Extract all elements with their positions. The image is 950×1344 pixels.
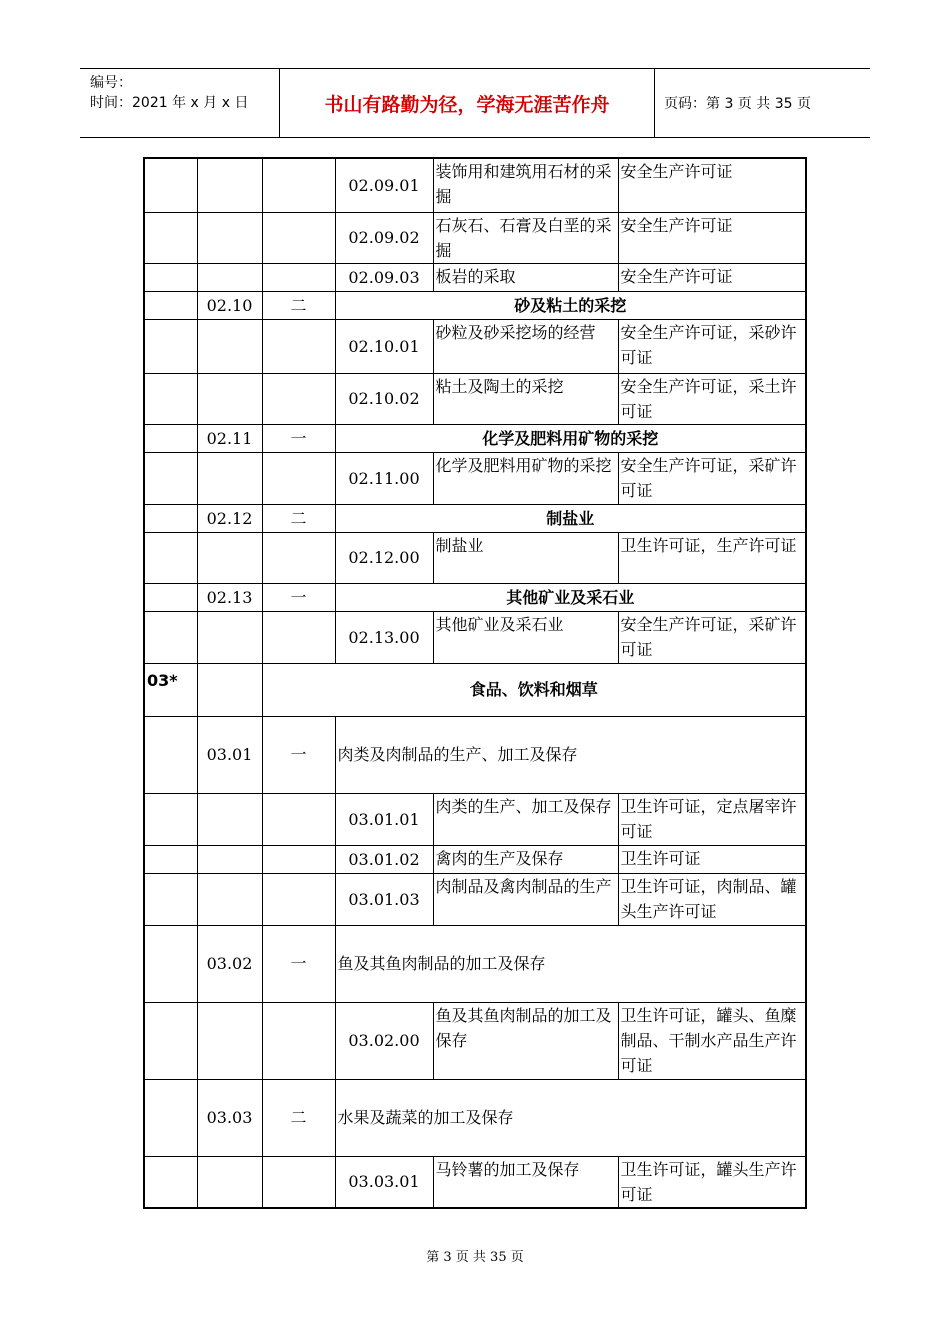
item-name: 肉类的生产、加工及保存 xyxy=(433,793,618,845)
empty-cell xyxy=(144,925,197,1002)
table-row xyxy=(144,583,806,611)
table-row xyxy=(144,373,806,424)
major-code: 03* xyxy=(144,663,197,716)
section-code: 02.13 xyxy=(197,583,262,611)
empty-cell xyxy=(144,1079,197,1156)
empty-cell xyxy=(144,373,197,424)
table-row xyxy=(144,716,806,793)
empty-cell xyxy=(262,452,335,504)
section-title: 制盐业 xyxy=(335,504,806,532)
empty-cell xyxy=(144,291,197,319)
table-row xyxy=(144,319,806,373)
empty-cell xyxy=(262,611,335,663)
section-level: 二 xyxy=(262,1079,335,1156)
empty-cell xyxy=(197,158,262,212)
section-code: 03.01 xyxy=(197,716,262,793)
empty-cell xyxy=(144,504,197,532)
section-title: 其他矿业及采石业 xyxy=(335,583,806,611)
empty-cell xyxy=(197,532,262,583)
table-row xyxy=(144,263,806,291)
item-code: 02.09.01 xyxy=(335,158,433,212)
item-license: 卫生许可证，罐头生产许可证 xyxy=(618,1156,806,1208)
item-code: 03.01.01 xyxy=(335,793,433,845)
table-row xyxy=(144,212,806,263)
item-code: 02.11.00 xyxy=(335,452,433,504)
empty-cell xyxy=(144,263,197,291)
empty-cell xyxy=(262,212,335,263)
item-code: 03.01.03 xyxy=(335,873,433,925)
empty-cell xyxy=(144,532,197,583)
empty-cell xyxy=(144,845,197,873)
empty-cell xyxy=(144,1002,197,1079)
empty-cell xyxy=(197,793,262,845)
table-row xyxy=(144,504,806,532)
item-license: 卫生许可证，罐头、鱼糜制品、干制水产品生产许可证 xyxy=(618,1002,806,1079)
header-meta xyxy=(80,69,280,137)
table-row xyxy=(144,793,806,845)
section-code: 02.10 xyxy=(197,291,262,319)
empty-cell xyxy=(144,158,197,212)
empty-cell xyxy=(144,873,197,925)
item-name: 马铃薯的加工及保存 xyxy=(433,1156,618,1208)
empty-cell xyxy=(144,716,197,793)
table-row xyxy=(144,1079,806,1156)
empty-cell xyxy=(262,263,335,291)
empty-cell xyxy=(197,263,262,291)
item-license: 安全生产许可证，采土许可证 xyxy=(618,373,806,424)
empty-cell xyxy=(262,1002,335,1079)
empty-cell xyxy=(197,319,262,373)
empty-cell xyxy=(144,452,197,504)
section-level: 二 xyxy=(262,291,335,319)
table-row xyxy=(144,925,806,1002)
item-name: 砂粒及砂采挖场的经营 xyxy=(433,319,618,373)
major-title: 食品、饮料和烟草 xyxy=(262,663,806,716)
item-license: 安全生产许可证 xyxy=(618,263,806,291)
empty-cell xyxy=(144,583,197,611)
empty-cell xyxy=(144,319,197,373)
empty-cell xyxy=(262,158,335,212)
item-license: 卫生许可证，定点屠宰许可证 xyxy=(618,793,806,845)
page-header xyxy=(80,68,870,138)
item-code: 03.03.01 xyxy=(335,1156,433,1208)
empty-cell xyxy=(262,319,335,373)
empty-cell xyxy=(144,611,197,663)
page-label: 页码：第 3 页 共 35 页 xyxy=(664,96,811,112)
item-license: 卫生许可证，生产许可证 xyxy=(618,532,806,583)
item-name: 鱼及其鱼肉制品的加工及保存 xyxy=(433,1002,618,1079)
item-license: 安全生产许可证，采矿许可证 xyxy=(618,452,806,504)
section-title: 化学及肥料用矿物的采挖 xyxy=(335,424,806,452)
table-row xyxy=(144,424,806,452)
item-name: 其他矿业及采石业 xyxy=(433,611,618,663)
empty-cell xyxy=(262,373,335,424)
number-label: 编号： xyxy=(90,75,132,91)
empty-cell xyxy=(262,1156,335,1208)
item-license: 安全生产许可证，采矿许可证 xyxy=(618,611,806,663)
empty-cell xyxy=(262,532,335,583)
section-level: 二 xyxy=(262,504,335,532)
empty-cell xyxy=(144,793,197,845)
section-title: 肉类及肉制品的生产、加工及保存 xyxy=(335,716,806,793)
table-row xyxy=(144,873,806,925)
empty-cell xyxy=(144,212,197,263)
item-code: 02.12.00 xyxy=(335,532,433,583)
item-code: 02.09.03 xyxy=(335,263,433,291)
table-row xyxy=(144,291,806,319)
section-title: 水果及蔬菜的加工及保存 xyxy=(335,1079,806,1156)
item-name: 板岩的采取 xyxy=(433,263,618,291)
section-code: 02.11 xyxy=(197,424,262,452)
table-row xyxy=(144,158,806,212)
section-title: 鱼及其鱼肉制品的加工及保存 xyxy=(335,925,806,1002)
empty-cell xyxy=(144,424,197,452)
empty-cell xyxy=(197,611,262,663)
empty-cell xyxy=(262,845,335,873)
item-license: 安全生产许可证 xyxy=(618,212,806,263)
item-code: 02.09.02 xyxy=(335,212,433,263)
item-license: 卫生许可证，肉制品、罐头生产许可证 xyxy=(618,873,806,925)
empty-cell xyxy=(262,873,335,925)
empty-cell xyxy=(197,373,262,424)
item-code: 03.01.02 xyxy=(335,845,433,873)
item-license: 安全生产许可证 xyxy=(618,158,806,212)
section-title: 砂及粘土的采挖 xyxy=(335,291,806,319)
industry-catalog-table xyxy=(143,157,807,1209)
section-code: 03.03 xyxy=(197,1079,262,1156)
empty-cell xyxy=(197,873,262,925)
empty-cell xyxy=(262,793,335,845)
table-row xyxy=(144,845,806,873)
section-level: 一 xyxy=(262,925,335,1002)
item-name: 化学及肥料用矿物的采挖 xyxy=(433,452,618,504)
item-name: 肉制品及禽肉制品的生产 xyxy=(433,873,618,925)
time-label: 时间：2021 年 x 月 x 日 xyxy=(90,95,249,111)
item-code: 03.02.00 xyxy=(335,1002,433,1079)
item-name: 粘土及陶土的采挖 xyxy=(433,373,618,424)
page-footer: 第 3 页 共 35 页 xyxy=(426,1250,524,1265)
section-level: 一 xyxy=(262,716,335,793)
item-name: 制盐业 xyxy=(433,532,618,583)
empty-cell xyxy=(197,845,262,873)
item-name: 石灰石、石膏及白垩的采掘 xyxy=(433,212,618,263)
item-code: 02.13.00 xyxy=(335,611,433,663)
empty-cell xyxy=(197,452,262,504)
empty-cell xyxy=(197,212,262,263)
motto: 书山有路勤为径，学海无涯苦作舟 xyxy=(280,69,655,137)
item-name: 装饰用和建筑用石材的采掘 xyxy=(433,158,618,212)
table-row xyxy=(144,1156,806,1208)
empty-cell xyxy=(144,1156,197,1208)
item-code: 02.10.01 xyxy=(335,319,433,373)
item-code: 02.10.02 xyxy=(335,373,433,424)
item-license: 安全生产许可证，采砂许可证 xyxy=(618,319,806,373)
section-level: 一 xyxy=(262,583,335,611)
empty-cell xyxy=(197,1002,262,1079)
table-row xyxy=(144,663,806,716)
section-code: 03.02 xyxy=(197,925,262,1002)
table-row xyxy=(144,1002,806,1079)
table-row xyxy=(144,452,806,504)
item-license: 卫生许可证 xyxy=(618,845,806,873)
empty-cell xyxy=(197,1156,262,1208)
empty-cell xyxy=(197,663,262,716)
section-level: 一 xyxy=(262,424,335,452)
table-row xyxy=(144,532,806,583)
item-name: 禽肉的生产及保存 xyxy=(433,845,618,873)
table-row xyxy=(144,611,806,663)
section-code: 02.12 xyxy=(197,504,262,532)
